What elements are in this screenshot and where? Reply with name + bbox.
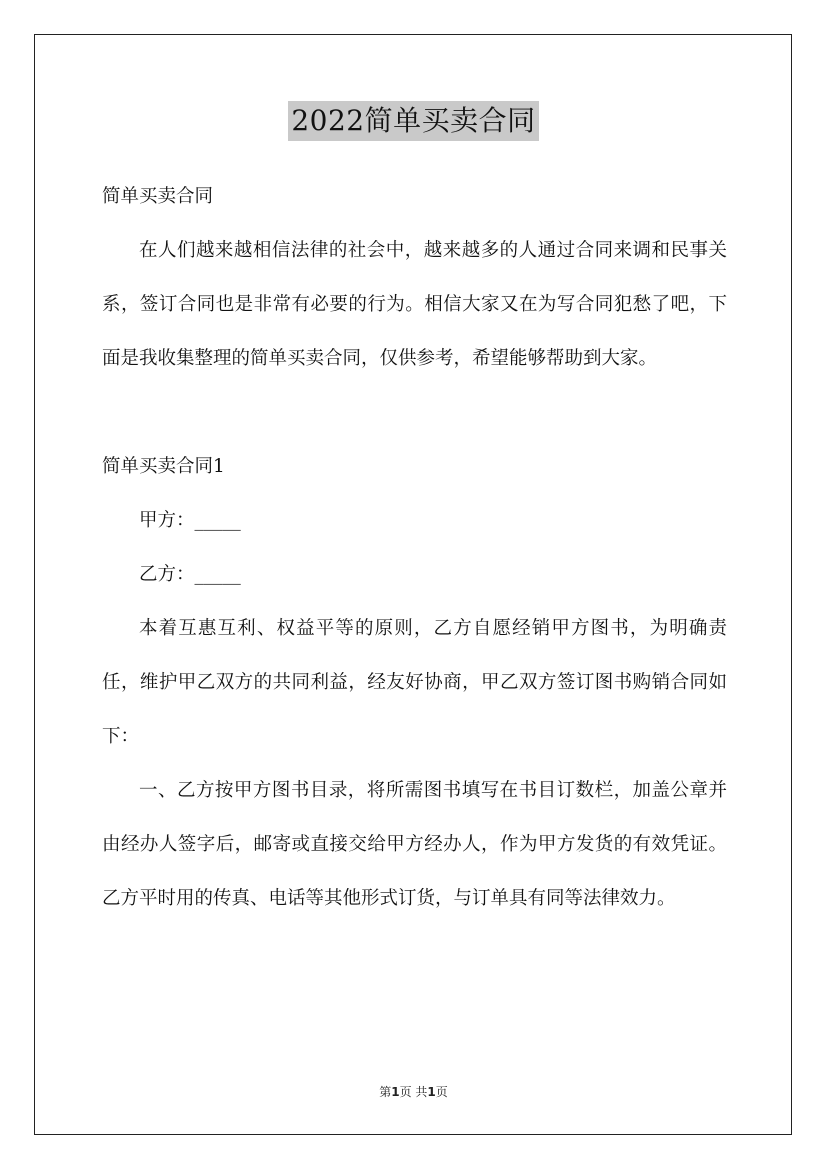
paragraph-spacer [102,386,727,440]
party-b-line: 乙方：_____ [139,564,241,585]
footer-page-number: 1 [391,1085,400,1099]
page-footer [0,1084,827,1100]
footer-page-mid: 页 共 [399,1085,428,1099]
party-a-line: 甲方：_____ [139,510,241,531]
footer-page-prefix: 第 [379,1085,392,1099]
contract-paragraph-1: 本着互惠互利、权益平等的原则，乙方自愿经销甲方图书，为明确责任，维护甲乙双方的共同利益，经友好协商，甲乙双方签订图书购销合同如下： [102,618,727,747]
footer-total-pages: 1 [427,1085,436,1099]
intro-paragraph: 在人们越来越相信法律的社会中，越来越多的人通过合同来调和民事关系，签订合同也是非常有必要的行为。相信大家又在为写合同犯愁了吧，下面是我收集整理的简单买卖合同，仅供参考，希望能够帮助到大家。 [102,240,727,369]
contract-paragraph-2: 一、乙方按甲方图书目录，将所需图书填写在书目订数栏，加盖公章并由经办人签字后，邮寄或直接交给甲方经办人，作为甲方发货的有效凭证。乙方平时用的传真、电话等其他形式订货，与订单具有同等法律效力。 [102,780,727,909]
footer-page-suffix: 页 [435,1085,448,1099]
document-subtitle: 简单买卖合同 [102,186,214,207]
section-title: 简单买卖合同1 [102,456,225,477]
title-container [0,101,827,141]
document-title: 2022简单买卖合同 [288,101,538,141]
document-body [102,170,727,926]
